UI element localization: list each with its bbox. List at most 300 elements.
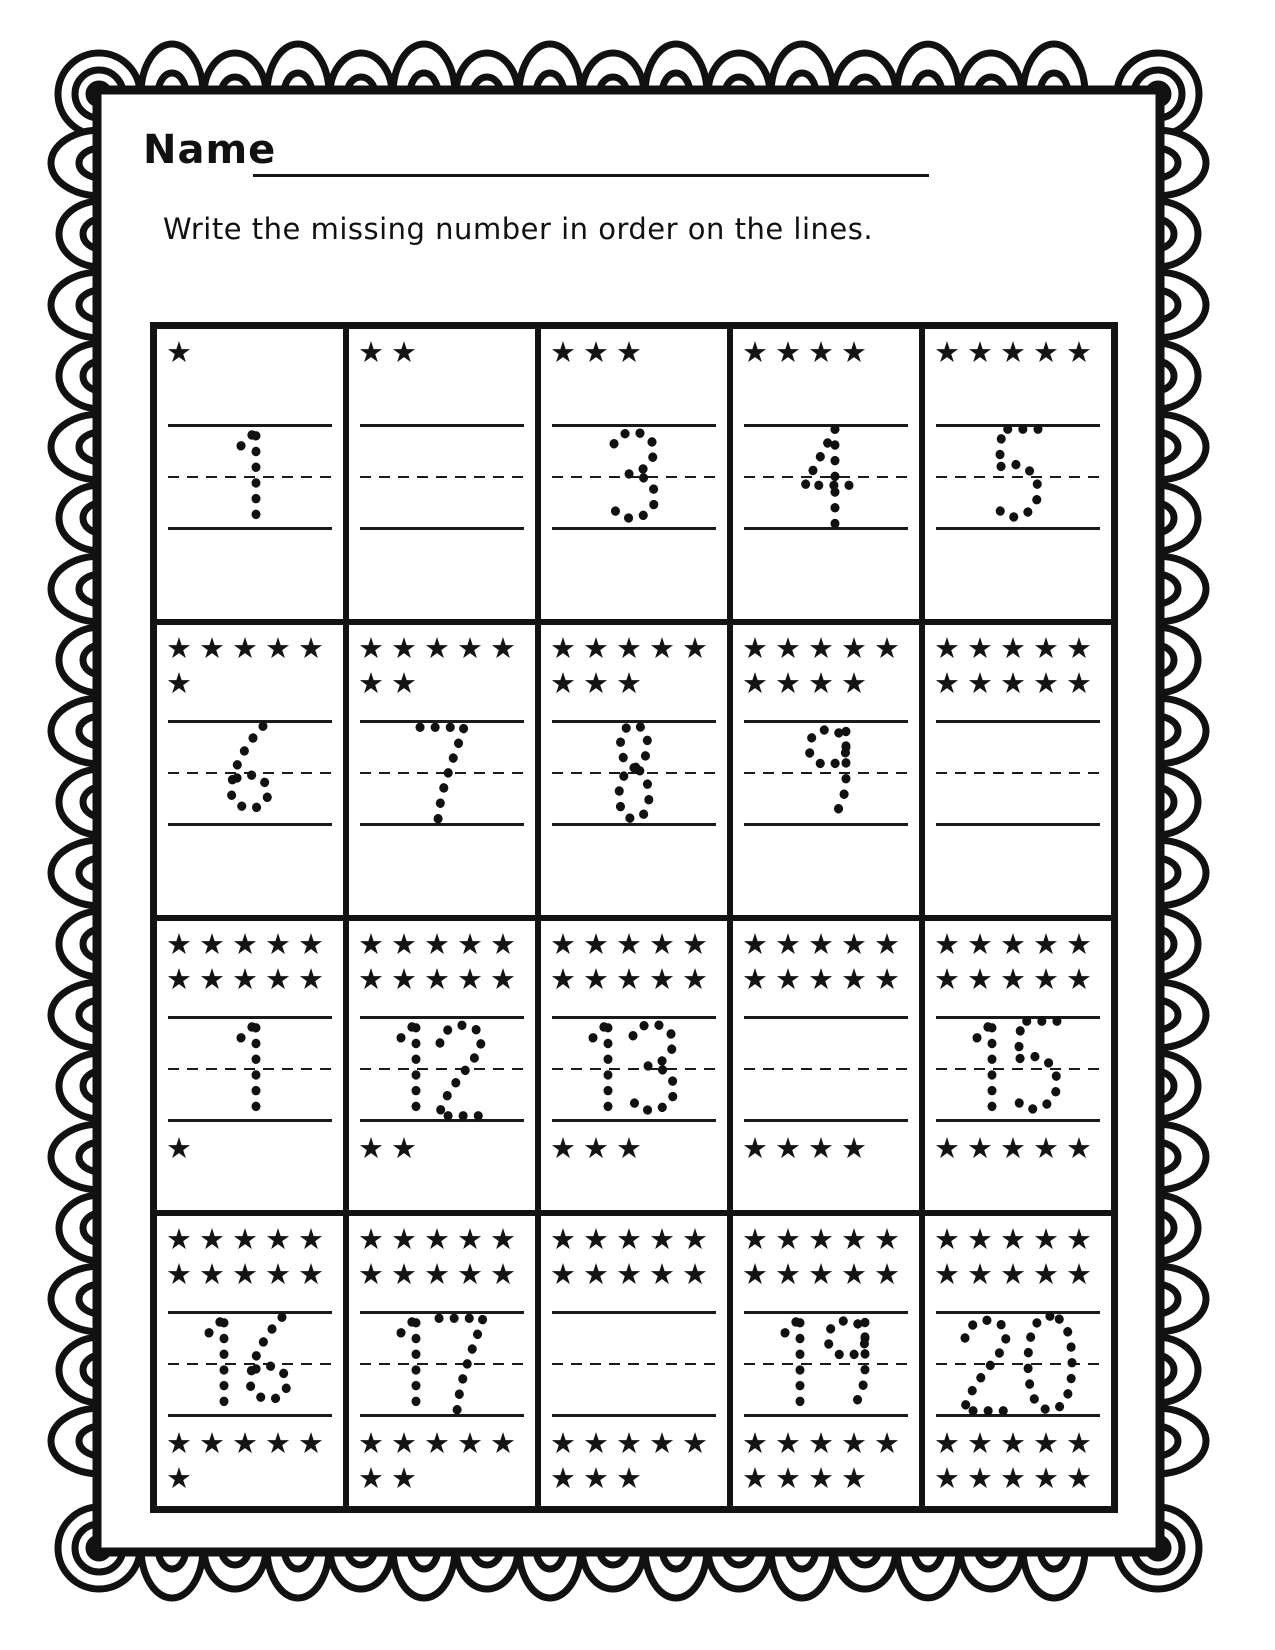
star-row [742, 631, 915, 666]
star-icon: ★ [682, 1222, 715, 1257]
star-row [742, 1257, 915, 1292]
star-group-top [550, 335, 723, 370]
star-row [742, 1222, 915, 1257]
star-icon: ★ [583, 335, 616, 369]
star-row [934, 1131, 1107, 1166]
star-icon: ★ [490, 630, 523, 665]
star-icon: ★ [232, 961, 265, 996]
star-icon: ★ [808, 665, 841, 700]
star-icon: ★ [1033, 1130, 1066, 1165]
star-row [358, 631, 531, 666]
star-icon: ★ [775, 630, 808, 665]
answer-area-17[interactable] [349, 1311, 535, 1415]
star-icon: ★ [967, 926, 1000, 961]
answer-area-19[interactable] [733, 1311, 919, 1415]
star-icon: ★ [616, 1426, 649, 1461]
star-icon: ★ [682, 1426, 715, 1461]
star-group-bottom [934, 1131, 1107, 1166]
star-group-top [166, 927, 339, 997]
star-icon: ★ [265, 1426, 298, 1461]
star-row [166, 927, 339, 962]
star-group-top [934, 335, 1107, 370]
star-icon: ★ [682, 1257, 715, 1292]
star-icon: ★ [298, 1257, 331, 1292]
star-icon: ★ [166, 1461, 199, 1496]
star-icon: ★ [457, 961, 490, 996]
star-icon: ★ [199, 1257, 232, 1292]
star-icon: ★ [232, 1257, 265, 1292]
star-icon: ★ [358, 961, 391, 996]
star-row [934, 1222, 1107, 1257]
star-icon: ★ [358, 335, 391, 369]
star-group-top [934, 927, 1107, 997]
star-icon: ★ [934, 926, 967, 961]
number-cell-1 [154, 326, 346, 622]
name-input-line[interactable] [253, 174, 929, 177]
star-icon: ★ [841, 926, 874, 961]
star-icon: ★ [1033, 926, 1066, 961]
star-group-bottom [550, 1426, 723, 1496]
star-icon: ★ [550, 630, 583, 665]
star-icon: ★ [583, 630, 616, 665]
star-icon: ★ [934, 1222, 967, 1257]
star-icon: ★ [874, 1426, 907, 1461]
answer-area-6[interactable] [157, 720, 343, 824]
star-icon: ★ [490, 926, 523, 961]
number-cell-5 [922, 326, 1114, 622]
star-icon: ★ [490, 1222, 523, 1257]
star-row [358, 335, 531, 370]
number-cell-7 [346, 622, 538, 918]
answer-area-20[interactable] [925, 1311, 1111, 1415]
trace-number [200, 1311, 300, 1415]
star-row [358, 927, 531, 962]
star-icon: ★ [1033, 1426, 1066, 1461]
star-icon: ★ [742, 1257, 775, 1292]
star-icon: ★ [649, 961, 682, 996]
star-icon: ★ [1066, 665, 1099, 700]
star-group-top [166, 631, 339, 701]
trace-number [955, 1311, 1081, 1415]
star-icon: ★ [550, 1426, 583, 1461]
star-icon: ★ [934, 961, 967, 996]
star-icon: ★ [391, 961, 424, 996]
star-icon: ★ [808, 335, 841, 369]
star-icon: ★ [649, 1222, 682, 1257]
star-icon: ★ [967, 335, 1000, 369]
star-icon: ★ [583, 926, 616, 961]
star-row [934, 927, 1107, 962]
star-icon: ★ [808, 1426, 841, 1461]
star-icon: ★ [1066, 630, 1099, 665]
star-icon: ★ [682, 961, 715, 996]
trace-number [603, 424, 665, 528]
star-row [358, 1461, 531, 1496]
star-group-top [358, 335, 531, 370]
star-icon: ★ [1033, 335, 1066, 369]
answer-area-9[interactable] [733, 720, 919, 824]
star-icon: ★ [490, 1426, 523, 1461]
star-group-top [742, 1222, 915, 1292]
star-icon: ★ [1000, 961, 1033, 996]
number-cell-4 [730, 326, 922, 622]
star-group-top [742, 335, 915, 370]
number-cell-17 [346, 1213, 538, 1509]
star-icon: ★ [490, 961, 523, 996]
trace-number [795, 424, 857, 528]
star-icon: ★ [1000, 630, 1033, 665]
star-icon: ★ [775, 335, 808, 369]
number-cell-11 [154, 918, 346, 1214]
star-row [550, 666, 723, 701]
star-icon: ★ [583, 665, 616, 700]
star-group-top [934, 1222, 1107, 1292]
star-icon: ★ [616, 1130, 649, 1165]
star-icon: ★ [934, 1130, 967, 1165]
star-icon: ★ [1000, 1222, 1033, 1257]
number-cell-16 [154, 1213, 346, 1509]
star-icon: ★ [682, 926, 715, 961]
star-icon: ★ [391, 1257, 424, 1292]
star-icon: ★ [841, 1426, 874, 1461]
answer-area-13[interactable] [541, 1016, 727, 1120]
star-icon: ★ [166, 665, 199, 700]
star-icon: ★ [550, 665, 583, 700]
star-icon: ★ [1033, 1222, 1066, 1257]
star-icon: ★ [298, 926, 331, 961]
star-row [550, 631, 723, 666]
answer-area-15[interactable] [925, 1016, 1111, 1120]
star-row [166, 1131, 339, 1166]
star-icon: ★ [166, 961, 199, 996]
number-cell-3 [538, 326, 730, 622]
star-icon: ★ [457, 1426, 490, 1461]
star-icon: ★ [808, 1461, 841, 1496]
star-icon: ★ [841, 1130, 874, 1165]
star-icon: ★ [841, 961, 874, 996]
star-icon: ★ [583, 961, 616, 996]
star-icon: ★ [1000, 1130, 1033, 1165]
number-cell-12 [346, 918, 538, 1214]
star-icon: ★ [841, 1257, 874, 1292]
star-row [358, 1131, 531, 1166]
star-icon: ★ [1066, 1426, 1099, 1461]
star-icon: ★ [199, 1426, 232, 1461]
star-icon: ★ [457, 630, 490, 665]
star-icon: ★ [967, 630, 1000, 665]
star-icon: ★ [583, 1461, 616, 1496]
star-group-top [358, 927, 531, 997]
star-icon: ★ [616, 1222, 649, 1257]
star-row [166, 666, 339, 701]
star-icon: ★ [934, 630, 967, 665]
star-row [166, 962, 339, 997]
answer-area-14[interactable] [733, 1016, 919, 1120]
star-icon: ★ [808, 1130, 841, 1165]
star-icon: ★ [457, 1257, 490, 1292]
answer-area-2[interactable] [349, 424, 535, 528]
star-icon: ★ [550, 926, 583, 961]
star-icon: ★ [232, 1222, 265, 1257]
star-group-top [550, 927, 723, 997]
star-icon: ★ [649, 1257, 682, 1292]
number-cell-9 [730, 622, 922, 918]
star-icon: ★ [232, 630, 265, 665]
star-row [742, 962, 915, 997]
star-icon: ★ [841, 335, 874, 369]
answer-area-11[interactable] [157, 1016, 343, 1120]
star-icon: ★ [298, 1426, 331, 1461]
star-row [166, 1257, 339, 1292]
star-row [550, 335, 723, 370]
star-row [934, 1257, 1107, 1292]
star-icon: ★ [490, 1257, 523, 1292]
star-row [934, 335, 1107, 370]
trace-number [603, 720, 665, 824]
star-row [550, 1131, 723, 1166]
star-icon: ★ [967, 665, 1000, 700]
star-icon: ★ [1033, 1257, 1066, 1292]
star-row [358, 666, 531, 701]
star-icon: ★ [1066, 1222, 1099, 1257]
star-icon: ★ [166, 1130, 199, 1165]
star-group-bottom [166, 1131, 339, 1166]
star-icon: ★ [1033, 961, 1066, 996]
number-cell-8 [538, 622, 730, 918]
trace-number [776, 1311, 876, 1415]
star-icon: ★ [967, 1461, 1000, 1496]
star-icon: ★ [358, 1130, 391, 1165]
star-icon: ★ [808, 926, 841, 961]
star-group-bottom [166, 1426, 339, 1496]
star-row [550, 1222, 723, 1257]
name-label: Name [143, 127, 277, 173]
star-icon: ★ [550, 961, 583, 996]
star-icon: ★ [166, 1222, 199, 1257]
number-cell-2 [346, 326, 538, 622]
star-icon: ★ [583, 1222, 616, 1257]
star-icon: ★ [1000, 1461, 1033, 1496]
star-row [934, 631, 1107, 666]
star-icon: ★ [874, 1257, 907, 1292]
star-icon: ★ [775, 1222, 808, 1257]
star-icon: ★ [1066, 335, 1099, 369]
star-group-top [166, 335, 339, 370]
star-icon: ★ [391, 1130, 424, 1165]
star-icon: ★ [742, 961, 775, 996]
star-icon: ★ [967, 1222, 1000, 1257]
trace-number [219, 720, 281, 824]
star-icon: ★ [616, 926, 649, 961]
star-icon: ★ [391, 1461, 424, 1496]
star-icon: ★ [424, 961, 457, 996]
star-icon: ★ [616, 1257, 649, 1292]
answer-area-8[interactable] [541, 720, 727, 824]
star-icon: ★ [808, 1222, 841, 1257]
star-group-top [550, 1222, 723, 1292]
star-icon: ★ [934, 335, 967, 369]
answer-area-18[interactable] [541, 1311, 727, 1415]
star-icon: ★ [424, 1222, 457, 1257]
star-icon: ★ [742, 926, 775, 961]
star-icon: ★ [424, 926, 457, 961]
star-icon: ★ [1000, 335, 1033, 369]
star-icon: ★ [358, 926, 391, 961]
star-icon: ★ [967, 1426, 1000, 1461]
star-icon: ★ [358, 1257, 391, 1292]
answer-area-12[interactable] [349, 1016, 535, 1120]
number-cell-10 [922, 622, 1114, 918]
star-icon: ★ [358, 665, 391, 700]
answer-area-3[interactable] [541, 424, 727, 528]
star-icon: ★ [1000, 665, 1033, 700]
star-icon: ★ [808, 961, 841, 996]
star-icon: ★ [649, 926, 682, 961]
number-cell-18 [538, 1213, 730, 1509]
star-icon: ★ [1066, 1130, 1099, 1165]
star-icon: ★ [391, 1426, 424, 1461]
star-icon: ★ [457, 1222, 490, 1257]
star-icon: ★ [550, 335, 583, 369]
star-group-top [550, 631, 723, 701]
star-icon: ★ [616, 335, 649, 369]
star-icon: ★ [391, 335, 424, 369]
star-icon: ★ [265, 1257, 298, 1292]
star-icon: ★ [742, 665, 775, 700]
number-cell-6 [154, 622, 346, 918]
star-icon: ★ [358, 1426, 391, 1461]
star-icon: ★ [1066, 961, 1099, 996]
star-group-bottom [550, 1131, 723, 1166]
star-icon: ★ [166, 1257, 199, 1292]
star-icon: ★ [682, 630, 715, 665]
star-icon: ★ [1066, 1461, 1099, 1496]
star-icon: ★ [424, 630, 457, 665]
star-row [166, 1461, 339, 1496]
star-icon: ★ [775, 961, 808, 996]
star-icon: ★ [550, 1257, 583, 1292]
star-icon: ★ [616, 665, 649, 700]
answer-area-10[interactable] [925, 720, 1111, 824]
answer-area-7[interactable] [349, 720, 535, 824]
star-group-bottom [742, 1426, 915, 1496]
star-icon: ★ [199, 961, 232, 996]
star-group-top [934, 631, 1107, 701]
star-row [934, 962, 1107, 997]
star-icon: ★ [391, 630, 424, 665]
star-icon: ★ [550, 1461, 583, 1496]
number-cell-13 [538, 918, 730, 1214]
star-icon: ★ [1000, 1257, 1033, 1292]
star-icon: ★ [649, 1426, 682, 1461]
answer-area-1[interactable] [157, 424, 343, 528]
star-icon: ★ [742, 630, 775, 665]
star-row [166, 1426, 339, 1461]
star-icon: ★ [232, 926, 265, 961]
star-icon: ★ [841, 665, 874, 700]
star-icon: ★ [358, 1461, 391, 1496]
star-icon: ★ [841, 1461, 874, 1496]
star-icon: ★ [265, 630, 298, 665]
answer-area-5[interactable] [925, 424, 1111, 528]
star-icon: ★ [391, 926, 424, 961]
trace-number [392, 1311, 492, 1415]
star-group-top [358, 1222, 531, 1292]
star-group-bottom [742, 1131, 915, 1166]
star-icon: ★ [775, 926, 808, 961]
star-icon: ★ [1066, 1257, 1099, 1292]
star-icon: ★ [1033, 630, 1066, 665]
star-icon: ★ [1033, 1461, 1066, 1496]
star-icon: ★ [808, 1257, 841, 1292]
star-row [166, 335, 339, 370]
star-icon: ★ [775, 665, 808, 700]
star-icon: ★ [742, 1130, 775, 1165]
star-icon: ★ [616, 630, 649, 665]
star-row [166, 1222, 339, 1257]
answer-area-16[interactable] [157, 1311, 343, 1415]
star-group-bottom [934, 1426, 1107, 1496]
star-icon: ★ [298, 630, 331, 665]
star-icon: ★ [232, 1426, 265, 1461]
star-row [550, 1426, 723, 1461]
star-icon: ★ [1000, 1426, 1033, 1461]
star-icon: ★ [583, 1257, 616, 1292]
star-icon: ★ [874, 926, 907, 961]
star-icon: ★ [166, 630, 199, 665]
star-icon: ★ [199, 926, 232, 961]
star-icon: ★ [391, 1222, 424, 1257]
star-icon: ★ [265, 926, 298, 961]
star-row [742, 335, 915, 370]
star-icon: ★ [649, 630, 682, 665]
answer-area-4[interactable] [733, 424, 919, 528]
star-row [934, 666, 1107, 701]
star-icon: ★ [775, 1130, 808, 1165]
star-row [358, 962, 531, 997]
star-icon: ★ [934, 665, 967, 700]
trace-number [392, 1016, 492, 1120]
star-icon: ★ [166, 335, 199, 369]
star-icon: ★ [166, 1426, 199, 1461]
star-row [934, 1426, 1107, 1461]
star-icon: ★ [775, 1426, 808, 1461]
trace-number [968, 1016, 1068, 1120]
trace-number [584, 1016, 684, 1120]
number-grid [150, 322, 1118, 1513]
star-icon: ★ [298, 1222, 331, 1257]
instruction-text: Write the missing number in order on the lines. [163, 212, 874, 246]
star-row [934, 1461, 1107, 1496]
star-row [742, 1426, 915, 1461]
star-icon: ★ [967, 1257, 1000, 1292]
trace-number [411, 720, 473, 824]
star-icon: ★ [358, 1222, 391, 1257]
number-cell-20 [922, 1213, 1114, 1509]
trace-number [987, 424, 1049, 528]
star-icon: ★ [841, 630, 874, 665]
star-icon: ★ [583, 1426, 616, 1461]
star-row [550, 1257, 723, 1292]
trace-number [232, 424, 268, 528]
star-icon: ★ [457, 926, 490, 961]
star-icon: ★ [934, 1461, 967, 1496]
number-cell-14 [730, 918, 922, 1214]
star-icon: ★ [967, 1130, 1000, 1165]
star-icon: ★ [742, 1222, 775, 1257]
star-row [166, 631, 339, 666]
star-icon: ★ [775, 1461, 808, 1496]
